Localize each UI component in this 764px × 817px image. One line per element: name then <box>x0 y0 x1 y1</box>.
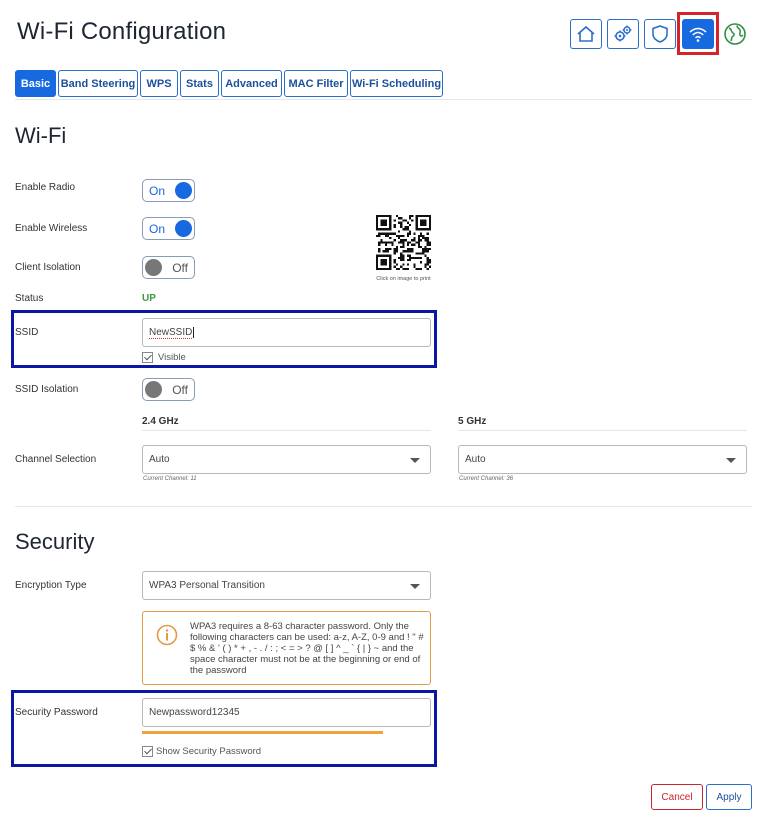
status-label: Status <box>15 293 44 304</box>
ssid-visible-label: Visible <box>158 352 186 363</box>
tabs-divider <box>15 99 752 100</box>
channel-5-value: Auto <box>465 454 486 465</box>
settings-button[interactable] <box>607 19 639 49</box>
tab-wps[interactable]: WPS <box>140 70 178 97</box>
channel-5-select[interactable] <box>458 445 747 474</box>
home-button[interactable] <box>570 19 602 49</box>
shield-icon <box>651 24 669 44</box>
password-requirements-notice <box>142 611 431 685</box>
band-5-divider <box>458 430 747 431</box>
globe-icon <box>723 22 747 46</box>
tab-wifi-scheduling[interactable]: Wi-Fi Scheduling <box>350 70 443 97</box>
cancel-button[interactable]: Cancel <box>651 784 703 810</box>
ssid-label: SSID <box>15 327 39 338</box>
tab-band-steering[interactable]: Band Steering <box>58 70 138 97</box>
toggle-knob <box>145 259 162 276</box>
wifi-qr-code[interactable] <box>376 215 431 270</box>
wifi-section-title: Wi-Fi <box>15 123 67 148</box>
home-icon <box>576 25 596 43</box>
security-password-value: Newpassword12345 <box>149 707 240 718</box>
ssid-isolation-toggle[interactable] <box>142 378 195 401</box>
band-24-heading: 2.4 GHz <box>142 416 179 427</box>
qr-caption: Click on image to print <box>376 276 431 282</box>
ssid-isolation-label: SSID Isolation <box>15 384 79 395</box>
page-title: Wi-Fi Configuration <box>17 18 227 45</box>
tab-advanced[interactable]: Advanced <box>221 70 282 97</box>
band-5-heading: 5 GHz <box>458 416 487 427</box>
security-password-label: Security Password <box>15 707 98 718</box>
enable-wireless-label: Enable Wireless <box>15 223 88 234</box>
show-password-label: Show Security Password <box>156 746 262 757</box>
toggle-state: On <box>149 184 166 198</box>
toggle-state: Off <box>172 383 188 397</box>
tab-mac-filter[interactable]: MAC Filter <box>284 70 348 97</box>
toggle-state: Off <box>172 261 188 275</box>
ssid-highlight <box>11 310 437 368</box>
enable-radio-toggle[interactable] <box>142 179 195 202</box>
ssid-value: NewSSID <box>149 326 193 338</box>
current-channel-24: Current Channel: 11 <box>143 476 197 482</box>
internet-button[interactable] <box>720 19 750 49</box>
channel-selection-label: Channel Selection <box>15 454 97 465</box>
tab-stats[interactable]: Stats <box>180 70 219 97</box>
chevron-down-icon <box>410 458 420 463</box>
enable-radio-label: Enable Radio <box>15 182 76 193</box>
status-value: UP <box>142 293 156 304</box>
password-highlight <box>11 690 437 767</box>
channel-24-select[interactable] <box>142 445 431 474</box>
gears-icon <box>613 24 633 44</box>
current-channel-5: Current Channel: 36 <box>459 476 514 482</box>
toggle-state: On <box>149 222 166 236</box>
section-divider <box>15 506 752 507</box>
warning-text: WPA3 requires a 8-63 character password. Only the following characters can be used: a-z, A-Z, 0-9 and ! " # $ % & ' ( ) * + , - . / : ; < = > ? @ [ ] ^ _ ` { | } ~ and the space character must not be at the beginning or end of the password <box>190 621 424 676</box>
security-button[interactable] <box>644 19 676 49</box>
enable-wireless-toggle[interactable] <box>142 217 195 240</box>
channel-24-value: Auto <box>149 454 170 465</box>
toggle-knob <box>175 182 192 199</box>
chevron-down-icon <box>410 584 420 589</box>
toggle-knob <box>145 381 162 398</box>
apply-button[interactable]: Apply <box>706 784 752 810</box>
toggle-knob <box>175 220 192 237</box>
client-isolation-toggle[interactable] <box>142 256 195 279</box>
chevron-down-icon <box>726 458 736 463</box>
encryption-type-label: Encryption Type <box>15 580 87 591</box>
client-isolation-label: Client Isolation <box>15 262 81 273</box>
encryption-type-select[interactable] <box>142 571 431 600</box>
band-24-divider <box>142 430 431 431</box>
wifi-selection-highlight <box>677 12 719 55</box>
tab-basic[interactable]: Basic <box>15 70 56 97</box>
info-icon <box>156 624 178 646</box>
encryption-type-value: WPA3 Personal Transition <box>149 580 265 591</box>
security-section-title: Security <box>15 529 95 554</box>
